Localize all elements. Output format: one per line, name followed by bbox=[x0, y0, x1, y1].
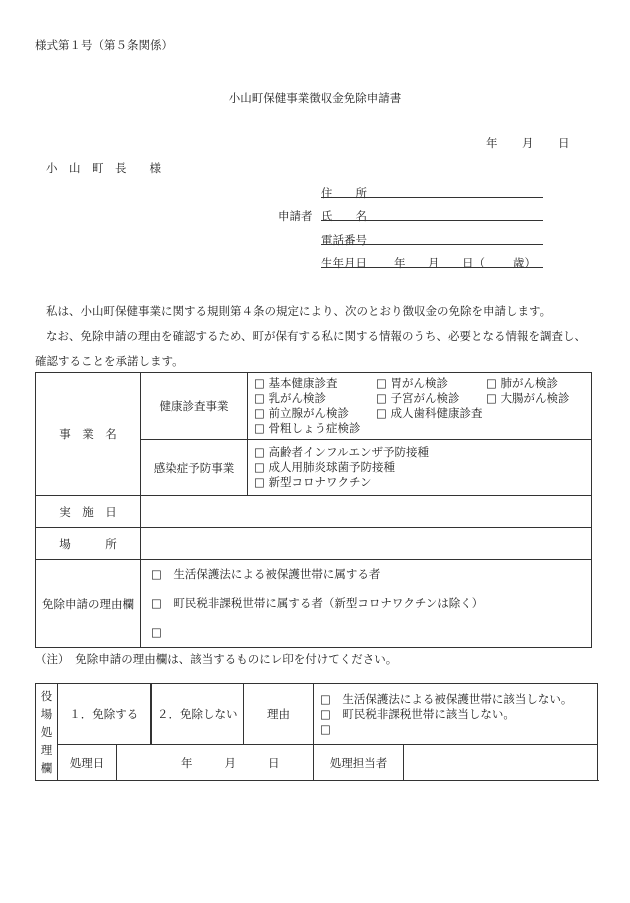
address-field[interactable] bbox=[321, 197, 543, 198]
checkbox-uterine-cancer[interactable]: □ 子宮がん検診 bbox=[376, 391, 460, 405]
checkbox-not-welfare[interactable]: □ 生活保護法による被保護世帯に該当しない。 bbox=[320, 691, 573, 706]
infection-label: 感染症予防事業 bbox=[141, 440, 248, 496]
checkbox-lung-cancer[interactable]: □ 肺がん検診 bbox=[486, 376, 559, 390]
reason-items bbox=[141, 560, 592, 648]
name-label: 氏 名 bbox=[321, 209, 367, 223]
checkbox-tax-exempt[interactable]: □ 町民税非課税世帯に属する者（新型コロナワクチンは除く） bbox=[151, 596, 484, 610]
health-checkup-label: 健康診査事業 bbox=[141, 373, 248, 440]
birth-month: 月 bbox=[428, 256, 440, 270]
staff-label: 処理担当者 bbox=[314, 745, 404, 781]
processed-month: 月 bbox=[224, 755, 236, 770]
checkbox-stomach-cancer[interactable]: □ 胃がん検診 bbox=[376, 376, 449, 390]
project-name-label: 事 業 名 bbox=[36, 373, 141, 496]
checkbox-office-other[interactable]: □ bbox=[320, 721, 331, 736]
addressee: 小 山 町 長 様 bbox=[46, 161, 161, 175]
health-items bbox=[248, 373, 592, 440]
exempt-option[interactable]: １．免除する bbox=[58, 684, 151, 745]
checkbox-breast-cancer[interactable]: □ 乳がん検診 bbox=[254, 391, 327, 405]
page-title: 小山町保健事業徴収金免除申請書 bbox=[228, 91, 402, 105]
phone-field[interactable] bbox=[321, 244, 543, 245]
office-table bbox=[35, 683, 598, 781]
staff-field[interactable] bbox=[404, 745, 598, 781]
date-year: 年 bbox=[486, 136, 498, 150]
place-label: 場 所 bbox=[36, 528, 141, 560]
body-para-1: 私は、小山町保健事業に関する規則第４条の規定により、次のとおり徴収金の免除を申請します。 bbox=[46, 304, 552, 318]
birth-field[interactable] bbox=[321, 267, 543, 268]
processed-date-label: 処理日 bbox=[58, 745, 117, 781]
date-month: 月 bbox=[522, 136, 534, 150]
office-label: 役 場 処 理 欄 bbox=[36, 684, 58, 781]
processed-year: 年 bbox=[181, 755, 193, 770]
form-number: 様式第１号（第５条関係） bbox=[35, 38, 173, 52]
checkbox-colon-cancer[interactable]: □ 大腸がん検診 bbox=[486, 391, 570, 405]
applicant-label: 申請者 bbox=[278, 209, 313, 223]
date-field[interactable] bbox=[141, 496, 592, 528]
checkbox-influenza[interactable]: □ 高齢者インフルエンザ予防接種 bbox=[254, 445, 430, 459]
not-exempt-option[interactable]: ２．免除しない bbox=[151, 684, 244, 745]
place-field[interactable] bbox=[141, 528, 592, 560]
infection-items bbox=[248, 440, 592, 496]
phone-label: 電話番号 bbox=[321, 233, 367, 247]
note: （注） 免除申請の理由欄は、該当するものにレ印を付けてください。 bbox=[35, 652, 398, 666]
name-field[interactable] bbox=[321, 220, 543, 221]
date-day: 日 bbox=[558, 136, 570, 150]
office-reason-items bbox=[314, 684, 598, 745]
address-label: 住 所 bbox=[321, 186, 367, 200]
checkbox-covid-vaccine[interactable]: □ 新型コロナワクチン bbox=[254, 475, 372, 489]
office-reason-label: 理由 bbox=[244, 684, 314, 745]
checkbox-other[interactable]: □ bbox=[151, 625, 162, 639]
body-para-2: なお、免除申請の理由を確認するため、町が保有する私に関する情報のうち、必要となる情報を調査し、 bbox=[46, 329, 587, 343]
birth-day: 日（ bbox=[462, 256, 485, 270]
checkbox-prostate-cancer[interactable]: □ 前立腺がん検診 bbox=[254, 406, 350, 420]
checkbox-not-tax-exempt[interactable]: □ 町民税非課税世帯に該当しない。 bbox=[320, 706, 515, 721]
body-para-3: 確認することを承諾します。 bbox=[35, 354, 184, 368]
birth-age: 歳） bbox=[513, 256, 536, 270]
birth-year: 年 bbox=[394, 256, 406, 270]
checkbox-basic-checkup[interactable]: □ 基本健康診査 bbox=[254, 376, 338, 390]
checkbox-osteoporosis[interactable]: □ 骨粗しょう症検診 bbox=[254, 421, 361, 435]
processed-day: 日 bbox=[268, 755, 280, 770]
birth-label: 生年月日 bbox=[321, 256, 367, 270]
checkbox-pneumococcal[interactable]: □ 成人用肺炎球菌予防接種 bbox=[254, 460, 396, 474]
checkbox-welfare[interactable]: □ 生活保護法による被保護世帯に属する者 bbox=[151, 567, 381, 581]
checkbox-dental-checkup[interactable]: □ 成人歯科健康診査 bbox=[376, 406, 483, 420]
processed-date-field[interactable] bbox=[117, 745, 314, 781]
application-table bbox=[35, 372, 592, 648]
date-label: 実 施 日 bbox=[36, 496, 141, 528]
reason-label: 免除申請の理由欄 bbox=[36, 560, 141, 648]
